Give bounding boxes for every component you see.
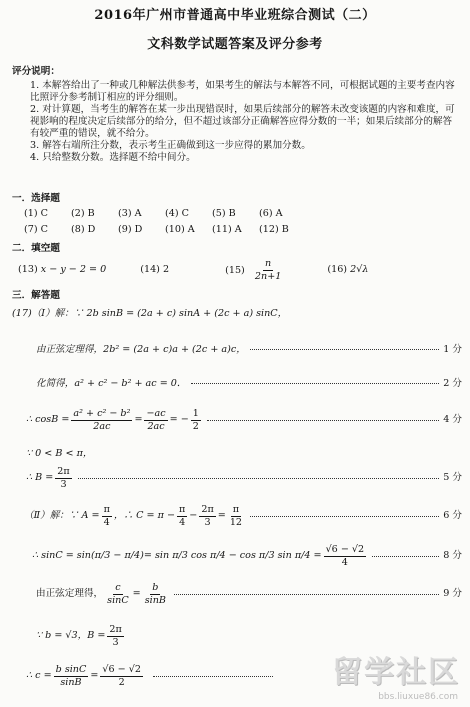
choice-answer: (4) C (165, 208, 189, 219)
score-mark: 6 分 (443, 510, 462, 522)
fraction: $\frac{2\pi}{3}$ (109, 624, 122, 648)
choice-row-1 (24, 208, 306, 220)
choice-answer: (5) B (212, 208, 236, 219)
document-title: 2016年广州市普通高中毕业班综合测试（二） (94, 8, 376, 23)
dotted-leader (207, 420, 439, 421)
watermark-url: bbs.liuxue86.com (378, 691, 458, 702)
dotted-leader (153, 676, 273, 677)
choice-answer: (7) C (24, 224, 48, 235)
dotted-leader (78, 478, 440, 479)
choice-answer: (11) A (212, 224, 242, 235)
choice-heading: 一．选择题 (12, 193, 60, 204)
fraction: $\frac{√6 - √2}{4}$ (325, 544, 365, 568)
solution-line: 由正弦定理得， $\frac{c}{\sin C}$ = $\frac{b}{\sin B}$ 9 分 (12, 582, 462, 607)
solution-text: ∴ c = (26, 670, 52, 682)
dotted-leader (250, 516, 439, 517)
fill-heading: 二．填空题 (12, 243, 60, 254)
fill-answer: 2 (162, 264, 170, 276)
watermark-logo: 留学社区 (332, 654, 460, 690)
solution-text: ∴ B = (26, 472, 54, 484)
solution-line (12, 466, 462, 491)
solutions-heading: 三．解答题 (12, 290, 60, 301)
choice-answer: (10) A (165, 224, 195, 235)
choice-answer: (2) B (71, 208, 95, 219)
score-mark: 5 分 (443, 472, 462, 484)
choice-answer: (1) C (24, 208, 48, 219)
score-mark: 9 分 (443, 588, 462, 600)
solution-line (12, 624, 462, 649)
fraction: $\frac{√6 - √2}{2}$ (102, 664, 141, 688)
fill-label: (13) (18, 264, 38, 276)
instructions-list (12, 80, 460, 164)
instruction-item: 1. 本解答给出了一种或几种解法供参考，如果考生的解法与本解答不同，可根据试题的主要考查内容比照评分参考制订相应的评分细则。 (30, 80, 455, 103)
choice-answer: (8) D (71, 224, 96, 235)
choice-answer: (3) A (118, 208, 142, 219)
choice-answer: (6) A (259, 208, 283, 219)
solution-line (12, 448, 462, 460)
dotted-leader (372, 556, 439, 557)
fraction: $\frac{2\pi}{3}$ (201, 504, 214, 528)
fraction: $\frac{\text{a² + c² − b²}}{2ac}$ (73, 408, 131, 432)
choice-answer: (9) D (118, 224, 143, 235)
dotted-leader (191, 383, 440, 384)
fraction: $\frac{b}{\sin B}$ (144, 582, 166, 606)
document-subtitle: 文科数学试题答案及评分参考 (147, 37, 323, 52)
solution-line: ∴ sinC = sin (π/3 − π/4) = sin π/3 cos π/4 − cos π/3 sin π/4 = $\frac{√6 - √2}{4}$ 8 分 (12, 544, 462, 569)
fill-answer: x − y − 2 = 0 (40, 264, 107, 276)
instruction-item: 2. 对计算题，当考生的解答在某一步出现错误时，如果后续部分的解答未改变该题的内容和难度，可视影响的程度决定后续部分的给分，但不超过该部分正确解答应得分数的一半；如果后续部分的解答有较严重的错误，就不给分。 (30, 103, 455, 139)
solution-text: （Ⅱ）解：∵ A = (24, 510, 100, 522)
score-mark: 2 分 (443, 378, 462, 389)
dotted-leader (174, 594, 439, 595)
solution-line (12, 344, 462, 356)
fill-answer: 2√λ (350, 264, 369, 276)
fraction: $\frac{\pi}{12}$ (229, 504, 243, 528)
fill-label: (14) (140, 264, 160, 276)
score-mark: 8 分 (443, 550, 462, 562)
solution-text: 由正弦定理得， (36, 588, 104, 600)
fraction: $\frac{\text{b sinC}}{\sin B}$ (55, 664, 87, 688)
fraction: $\frac{-ac}{2ac}$ (146, 408, 166, 432)
choice-answer: (12) B (259, 224, 289, 235)
instruction-item: 3. 解答右端所注分数，表示考生正确做到这一步应得的累加分数。 (30, 139, 311, 151)
score-mark: 1 分 (443, 344, 462, 355)
fill-label: (15) (225, 264, 245, 276)
solution-text: 化简得，a² + c² − b² + ac = 0． (36, 378, 187, 389)
fraction: $\frac{1}{2}$ (192, 408, 199, 432)
solution-line: （Ⅱ）解：∵ A = $\frac{\pi}{4}$ ，∴ C = π − $\frac{\pi}{4}$ − $\frac{2\pi}{3}$ = $\frac{\pi}{12}$ 6 分 (12, 504, 462, 529)
instruction-item: 4. 只给整数分数。选择题不给中间分。 (30, 151, 196, 163)
dotted-leader (250, 349, 439, 350)
instructions-heading: 评分说明： (12, 66, 60, 77)
solution-text: ∴ sinC = sin (32, 550, 91, 562)
solution-line: ∴ c = $\frac{\text{b sinC}}{\sin B}$ = $\frac{√6 - √2}{2}$ (12, 664, 462, 689)
solution-line (12, 378, 462, 390)
solution-text: ∴ cosB = (26, 414, 70, 426)
solution-text: 由正弦定理得，2b² = (2a + c)a + (2c + a)c， (36, 344, 246, 355)
fraction: $\frac{c}{\sin C}$ (107, 582, 129, 606)
fill-answer-fraction: $\frac{n}{2n+1}$ (254, 258, 282, 282)
fill-answers (18, 258, 396, 283)
solution-line: ∴ cosB = $\frac{\text{a² + c² − b²}}{2ac}$ = $\frac{-ac}{2ac}$ = − $\frac{1}{2}$ 4 分 (12, 408, 462, 433)
fraction: $\frac{2\pi}{3}$ (57, 466, 70, 490)
solution-text: ∵ b = √3，B = (36, 630, 106, 642)
fraction: $\frac{\pi}{4}$ (103, 504, 110, 528)
choice-row-2 (24, 224, 306, 236)
solution-text: (17)（Ⅰ）解：∵ 2b sinB = (2a + c) sinA + (2c + a) sinC， (12, 308, 288, 319)
solution-line (12, 308, 462, 320)
fraction: $\frac{\pi}{4}$ (178, 504, 186, 528)
score-mark: 4 分 (443, 414, 462, 426)
solution-text: ∵ 0 < B < π， (26, 448, 93, 459)
fill-label: (16) (327, 264, 348, 276)
